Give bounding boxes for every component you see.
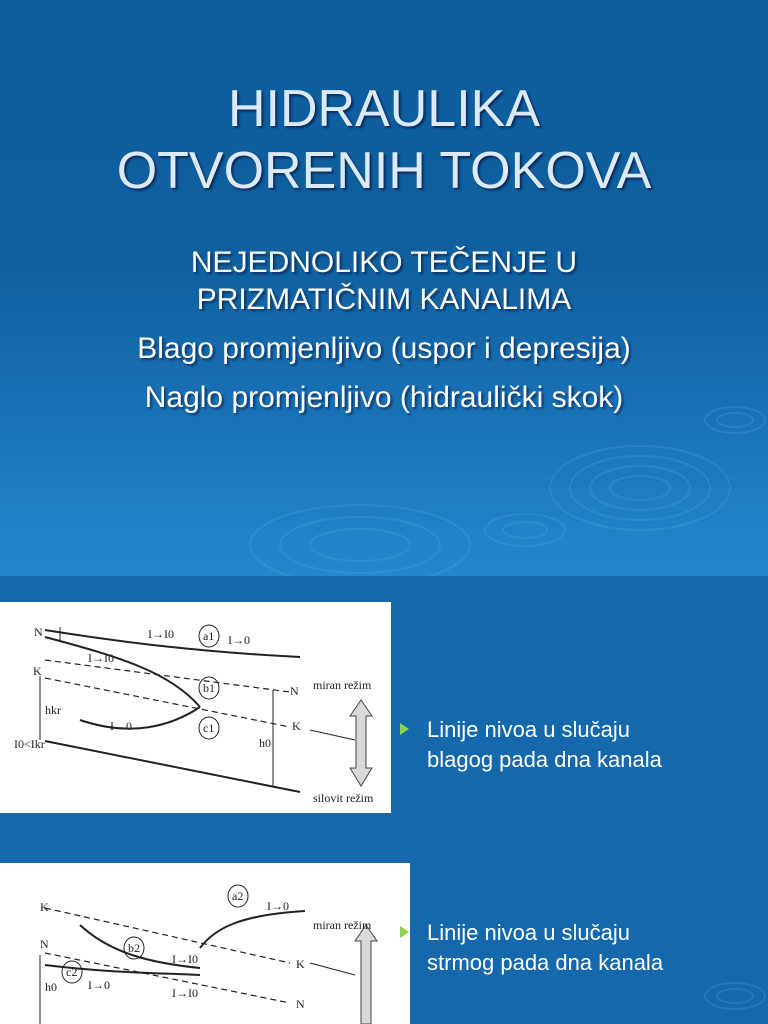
steep-slope-diagram bbox=[0, 863, 410, 1024]
label-K: K bbox=[33, 664, 42, 678]
subtitle-block bbox=[0, 244, 768, 416]
label-slope: I0<Ikr bbox=[14, 737, 45, 751]
label-b1: b1 bbox=[203, 681, 215, 695]
label-a2: a2 bbox=[232, 889, 244, 903]
label-N-right-2: N bbox=[296, 997, 305, 1011]
label-miran-rezim: miran režim bbox=[313, 678, 372, 692]
arrow-c2-label-2: I→I0 bbox=[172, 986, 198, 1000]
label-h0-2: h0 bbox=[45, 980, 57, 994]
page-title bbox=[0, 78, 768, 202]
arrow-b2-label: I→I0 bbox=[172, 952, 198, 966]
label-h0: h0 bbox=[259, 736, 271, 750]
label-hkr: hkr bbox=[45, 703, 61, 717]
regime-double-arrow bbox=[350, 700, 372, 786]
mild-slope-diagram bbox=[0, 602, 391, 813]
mild-slope-note bbox=[400, 715, 740, 779]
normal-depth-line bbox=[45, 660, 290, 692]
arrow-c2-label: I→0 bbox=[88, 978, 110, 992]
label-N: N bbox=[34, 625, 43, 639]
label-K-right: K bbox=[292, 719, 301, 733]
diagram-slide bbox=[0, 576, 768, 1024]
rapidly-varied-flow-text: Naglo promjenljivo (hidraulički skok) bbox=[144, 381, 624, 414]
chevron-right-icon bbox=[400, 723, 409, 735]
label-N-2: N bbox=[40, 937, 49, 951]
label-c2: c2 bbox=[66, 965, 78, 979]
arrow-b1-label: I→I0 bbox=[88, 651, 114, 665]
curve-c1 bbox=[80, 707, 200, 729]
label-b2: b2 bbox=[128, 941, 140, 955]
label-miran-rezim-2: miran režim bbox=[313, 918, 372, 932]
arrow-c1-label: I→0 bbox=[110, 719, 132, 733]
normal-depth-line-2 bbox=[45, 953, 290, 1003]
note1-line1: Linije nivoa u slučaju bbox=[427, 717, 631, 742]
label-a1: a1 bbox=[203, 629, 215, 643]
steep-slope-note-text bbox=[427, 918, 663, 978]
steep-slope-note bbox=[400, 918, 740, 982]
label-K-right-2: K bbox=[296, 957, 305, 971]
gradually-varied-flow-text: Blago promjenljivo (uspor i depresija) bbox=[137, 332, 631, 365]
label-silovit-rezim: silovit režim bbox=[313, 791, 374, 805]
title-line-2: OTVORENIH TOKOVA bbox=[116, 142, 652, 200]
critical-depth-line-2 bbox=[45, 908, 290, 963]
mild-slope-note-text bbox=[427, 715, 662, 775]
arrow-a2-label: I→0 bbox=[267, 899, 289, 913]
note1-line2: blagog pada dna kanala bbox=[427, 747, 662, 772]
curve-a2 bbox=[200, 911, 305, 948]
note2-line1: Linije nivoa u slučaju bbox=[427, 920, 631, 945]
label-K-2: K bbox=[40, 900, 49, 914]
note2-line2: strmog pada dna kanala bbox=[427, 950, 664, 975]
title-line-1: HIDRAULIKA bbox=[227, 80, 541, 138]
subtitle-line-2: PRIZMATIČNIM KANALIMA bbox=[196, 283, 572, 316]
chevron-right-icon bbox=[400, 926, 409, 938]
label-N-right: N bbox=[290, 684, 299, 698]
arrow-a1-right-label: I→0 bbox=[228, 633, 250, 647]
regime-arrow bbox=[355, 925, 377, 1024]
subtitle-line-1: NEJEDNOLIKO TEČENJE U bbox=[190, 246, 578, 279]
arrow-a1-left-label: I→I0 bbox=[148, 627, 174, 641]
label-c1: c1 bbox=[203, 721, 215, 735]
